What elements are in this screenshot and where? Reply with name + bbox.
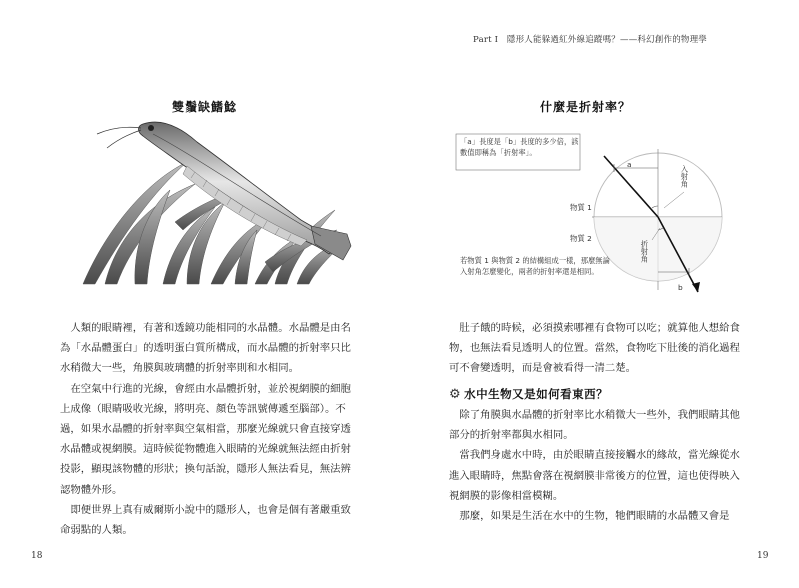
left-body-text	[60, 318, 351, 540]
label-a: a	[627, 160, 632, 169]
section-heading	[449, 386, 608, 402]
page-number-right: 19	[757, 551, 769, 561]
right-figure-title: 什麼是折射率？	[540, 100, 632, 114]
paragraph: 除了角膜與水晶體的折射率比水稍微大一些外，我們眼睛其他部分的折射率都與水相同。	[449, 409, 740, 442]
paragraph: 肚子餓的時候，必須摸索哪裡有食物可以吃；就算他人想給食物，也無法看見透明人的位置。當然，食物吃下肚後的消化過程可不會變透明，而是會被看得一清二楚。	[449, 322, 740, 375]
paragraph: 人類的眼睛裡，有著和透鏡功能相同的水晶體。水晶體是由名為「水晶體蛋白」的透明蛋白質所構成，而水晶體的折射率只比水稍微大一些，角膜與玻璃體的折射率則和水相同。	[60, 322, 351, 375]
label-b: b	[678, 283, 683, 292]
paragraph: 即便世界上真有威爾斯小說中的隱形人，也會是個有著嚴重致命弱點的人類。	[60, 503, 351, 537]
section-heading-text: 水中生物又是如何看東西？	[464, 387, 609, 401]
right-body-text-top	[449, 318, 740, 379]
callout-text: 「a」長度是「b」長度的多少倍，該數值即稱為「折射率」。	[460, 137, 579, 157]
page-number-left: 18	[31, 551, 43, 561]
paragraph: 當我們身處水中時，由於眼睛直接接觸水的緣故，當光線從水進入眼睛時，焦點會落在視網膜非常後方的位置，這也使得映入視網膜的影像相當模糊。	[449, 449, 740, 502]
running-header: Part I 隱形人能躲過紅外線追蹤嗎？——科幻創作的物理學	[473, 35, 707, 45]
paragraph: 那麼，如果是生活在水中的生物，牠們眼睛的水晶體又會是	[459, 510, 730, 523]
label-incidence-angle: 入射角	[680, 165, 689, 188]
label-medium-1: 物質 1	[570, 203, 592, 212]
paragraph: 在空氣中行進的光線，會經由水晶體折射，並於視網膜的細胞上成像（眼睛吸收光線，將明亮、顏色等訊號傳遞至腦部）。不過，如果水晶體的折射率與空氣相當，那麼光線就只會直接穿透水晶體或視網膜。這時候從物體進入眼睛的光線就無法經由折射投影，顯現該物體的形狀；換句話說，隱形人無法看見，無法辨認物體外形。	[60, 382, 351, 496]
label-refraction-angle: 折射角	[640, 240, 649, 263]
catfish-illustration	[75, 112, 355, 288]
left-figure-title: 雙鬚缺鰭鯰	[172, 100, 238, 114]
gear-icon: ⚙	[449, 387, 462, 402]
right-body-text	[449, 405, 740, 526]
label-medium-2: 物質 2	[570, 234, 592, 243]
incidence-angle-arc	[652, 206, 658, 208]
diagram-note: 若物質 1 與物質 2 的結構組成一樣，那麼無論入射角怎麼變化，兩者的折射率還是相同。	[460, 256, 610, 276]
